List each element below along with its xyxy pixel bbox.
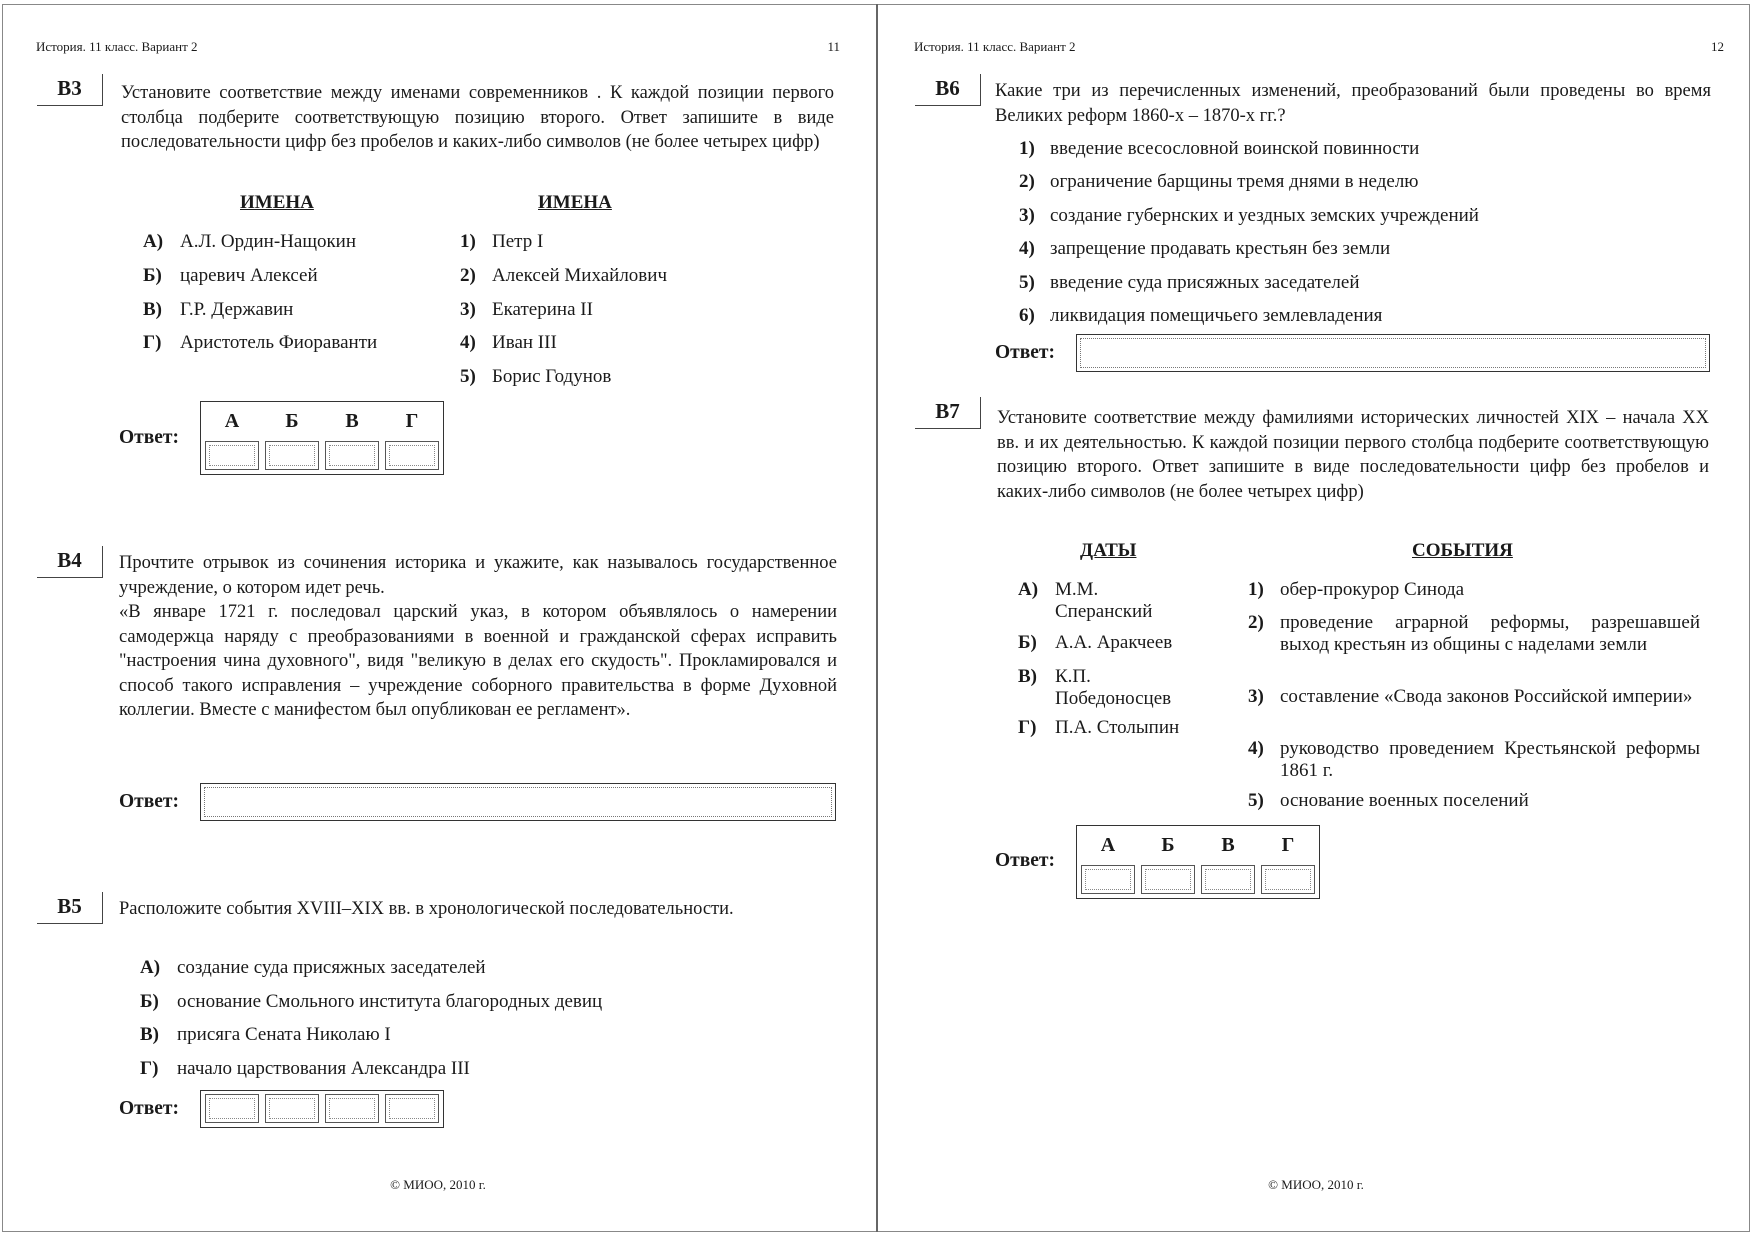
answer-cell-2[interactable] <box>265 1094 319 1123</box>
item-key: А) <box>143 231 164 252</box>
item-value: запрещение продавать крестьян без земли <box>1050 238 1391 259</box>
answer-cell-b[interactable] <box>1141 865 1195 894</box>
item-value: царевич Алексей <box>180 265 318 286</box>
b6-option-3 <box>1019 205 1479 227</box>
page-footer: © МИОО, 2010 г. <box>390 1177 486 1192</box>
column-header-dates: ДАТЫ <box>1080 540 1137 561</box>
item-value: Аристотель Фиораванти <box>180 332 378 353</box>
item-key: 4) <box>460 332 476 353</box>
b3-col1-item-b <box>143 265 318 287</box>
b7-col1-item-a <box>1018 579 1198 622</box>
item-value: начало царствования Александра III <box>177 1058 470 1079</box>
item-key: Б) <box>1018 632 1037 653</box>
item-key: В) <box>143 299 162 320</box>
answer-label-b7: Ответ: <box>995 850 1056 871</box>
b3-col2-item-2 <box>460 265 667 287</box>
page-number: 11 <box>827 39 840 54</box>
item-key: 2) <box>1019 171 1035 192</box>
item-value: К.П. Победоносцев <box>1055 666 1172 709</box>
grid-header-b: Б <box>1161 834 1175 856</box>
b6-option-1 <box>1019 138 1420 160</box>
b3-col2-item-3 <box>460 299 593 321</box>
question-label-b3: В3 <box>37 74 103 106</box>
b7-col1-item-b <box>1018 632 1198 654</box>
b6-option-2 <box>1019 171 1419 193</box>
grid-header-a: А <box>1100 834 1116 856</box>
item-key: 4) <box>1019 238 1035 259</box>
b4-intro: Прочтите отрывок из сочинения историка и укажите, как называлось государственное учреждение, о котором идет речь. <box>119 553 837 598</box>
b3-col1-item-g <box>143 332 378 354</box>
item-value: руководство проведением Крестьянской реформы 1861 г. <box>1280 738 1700 781</box>
item-key: 2) <box>1248 612 1264 633</box>
item-key: 6) <box>1019 305 1035 326</box>
item-value: А.А. Аракчеев <box>1055 632 1173 653</box>
answer-cell-1[interactable] <box>205 1094 259 1123</box>
b3-col2-item-4 <box>460 332 557 354</box>
answer-cell-v[interactable] <box>1201 865 1255 894</box>
item-key: Г) <box>140 1058 159 1079</box>
item-value: ограничение барщины тремя днями в неделю <box>1050 171 1419 192</box>
answer-cell-a[interactable] <box>1081 865 1135 894</box>
item-key: 5) <box>1019 272 1035 293</box>
b7-col1-item-g <box>1018 717 1198 739</box>
item-value: Г.Р. Державин <box>180 299 294 320</box>
item-key: Б) <box>143 265 162 286</box>
item-value: присяга Сената Николаю I <box>177 1024 391 1045</box>
item-value: ликвидация помещичьего землевладения <box>1050 305 1383 326</box>
question-text-b4 <box>119 551 837 723</box>
b7-col2-item-4 <box>1248 738 1700 781</box>
item-key: 5) <box>1248 790 1264 811</box>
item-key: 1) <box>1248 579 1264 600</box>
header-title: История. 11 класс. Вариант 2 <box>36 39 198 54</box>
b3-col1-item-a <box>143 231 357 253</box>
b6-option-4 <box>1019 238 1391 260</box>
answer-cell-g[interactable] <box>1261 865 1315 894</box>
header-title: История. 11 класс. Вариант 2 <box>914 39 1076 54</box>
item-value: Алексей Михайлович <box>492 265 667 286</box>
answer-label-b5: Ответ: <box>119 1098 180 1119</box>
answer-cell-4[interactable] <box>385 1094 439 1123</box>
question-text-b7: Установите соответствие между фамилиями исторических личностей XIX – начала XX вв. и их деятельностью. К каждой позиции первого столбца подберите соответствующую позицию второго. Ответ запишите в виде последовательности цифр без пробелов и каких-либо символов (не более четырех цифр) <box>997 408 1709 502</box>
item-value: основание Смольного института благородных девиц <box>177 991 603 1012</box>
item-key: 1) <box>460 231 476 252</box>
item-key: 5) <box>460 366 476 387</box>
answer-grid-b3 <box>200 401 444 475</box>
item-value: А.Л. Ордин-Нащокин <box>180 231 357 252</box>
answer-cell-a[interactable] <box>205 441 259 470</box>
item-key: Б) <box>140 991 159 1012</box>
item-key: 3) <box>1248 686 1264 707</box>
grid-header-g: Г <box>1281 834 1295 856</box>
left-page <box>0 0 876 1239</box>
item-key: 4) <box>1248 738 1264 759</box>
b7-col2-item-5 <box>1248 790 1529 812</box>
question-text-b3: Установите соответствие между именами современников . К каждой позиции первого столбца подберите соответствующую позицию второго. Ответ запишите в виде последовательности цифр без пробелов и каких-либо символов (не более четырех цифр) <box>121 83 834 152</box>
b6-option-6 <box>1019 305 1383 327</box>
b7-col2-item-1 <box>1248 579 1465 601</box>
item-value: Екатерина II <box>492 299 593 320</box>
item-value: основание военных поселений <box>1280 790 1529 811</box>
column-header-events: СОБЫТИЯ <box>1412 540 1513 561</box>
answer-cell-g[interactable] <box>385 441 439 470</box>
b5-option-g <box>140 1058 470 1080</box>
b6-option-5 <box>1019 272 1360 294</box>
item-value: Иван III <box>492 332 557 353</box>
grid-header-g: Г <box>405 410 419 432</box>
item-key: Г) <box>1018 717 1037 738</box>
item-value: создание губернских и уездных земских учреждений <box>1050 205 1479 226</box>
answer-label-b3: Ответ: <box>119 427 180 448</box>
b4-quote: «В январе 1721 г. последовал царский указ, в котором объявлялось о намерении самодержца наряду с преобразованиями в военной и гражданской сферах исправить "настроения чина духовного", видя "великую в делах его скудость". Прокламировался и способ такого исправления – учреждение соборного правительства в форме Духовной коллегии. Вместе с манифестом был опубликован ее регламент». <box>119 602 837 720</box>
b7-col2-item-2 <box>1248 612 1700 655</box>
b7-col2-item-3 <box>1248 686 1693 708</box>
answer-field-b6[interactable] <box>1076 334 1710 372</box>
item-key: В) <box>140 1024 159 1045</box>
item-value: составление «Свода законов Российской империи» <box>1280 686 1693 707</box>
b5-option-a <box>140 957 486 979</box>
item-key: 3) <box>460 299 476 320</box>
item-value: обер-прокурор Синода <box>1280 579 1465 600</box>
answer-grid-b5 <box>200 1090 444 1128</box>
item-value: введение всесословной воинской повинности <box>1050 138 1420 159</box>
question-text-b5: Расположите события XVIII–XIX вв. в хронологической последовательности. <box>119 899 734 919</box>
b5-option-v <box>140 1024 391 1046</box>
item-key: Г) <box>143 332 162 353</box>
right-page <box>878 0 1754 1239</box>
answer-cell-b[interactable] <box>265 441 319 470</box>
column-header-names-2: ИМЕНА <box>538 192 612 213</box>
item-value: М.М. Сперанский <box>1055 579 1153 622</box>
b7-col1-item-v <box>1018 666 1198 709</box>
page-footer: © МИОО, 2010 г. <box>1268 1177 1364 1192</box>
grid-header-v: В <box>1221 834 1235 856</box>
grid-header-a: А <box>224 410 240 432</box>
grid-header-v: В <box>345 410 359 432</box>
item-key: В) <box>1018 666 1037 687</box>
item-value: Петр I <box>492 231 544 252</box>
column-header-names-1: ИМЕНА <box>240 192 314 213</box>
question-label-b4: В4 <box>37 546 103 578</box>
b3-col2-item-1 <box>460 231 544 253</box>
answer-label-b4: Ответ: <box>119 791 180 812</box>
item-value: П.А. Столыпин <box>1055 717 1180 738</box>
item-key: 3) <box>1019 205 1035 226</box>
question-label-b5: В5 <box>37 892 103 924</box>
item-key: А) <box>140 957 161 978</box>
item-key: А) <box>1018 579 1039 600</box>
grid-header-b: Б <box>285 410 299 432</box>
question-label-b6: В6 <box>915 74 981 106</box>
answer-label-b6: Ответ: <box>995 342 1056 363</box>
answer-field-b4[interactable] <box>200 783 836 821</box>
answer-cell-v[interactable] <box>325 441 379 470</box>
item-key: 2) <box>460 265 476 286</box>
b5-option-b <box>140 991 603 1013</box>
b3-col2-item-5 <box>460 366 612 388</box>
question-label-b7: В7 <box>915 397 981 429</box>
item-value: введение суда присяжных заседателей <box>1050 272 1360 293</box>
answer-grid-b7 <box>1076 825 1320 899</box>
item-key: 1) <box>1019 138 1035 159</box>
item-value: Борис Годунов <box>492 366 612 387</box>
question-text-b6: Какие три из перечисленных изменений, преобразований были проведены во время Великих реформ 1860-х – 1870-х гг.? <box>995 81 1711 126</box>
page-number: 12 <box>1711 39 1724 54</box>
b3-col1-item-v <box>143 299 294 321</box>
answer-cell-3[interactable] <box>325 1094 379 1123</box>
item-value: проведение аграрной реформы, разрешавшей выход крестьян из общины с наделами земли <box>1280 612 1700 655</box>
item-value: создание суда присяжных заседателей <box>177 957 486 978</box>
